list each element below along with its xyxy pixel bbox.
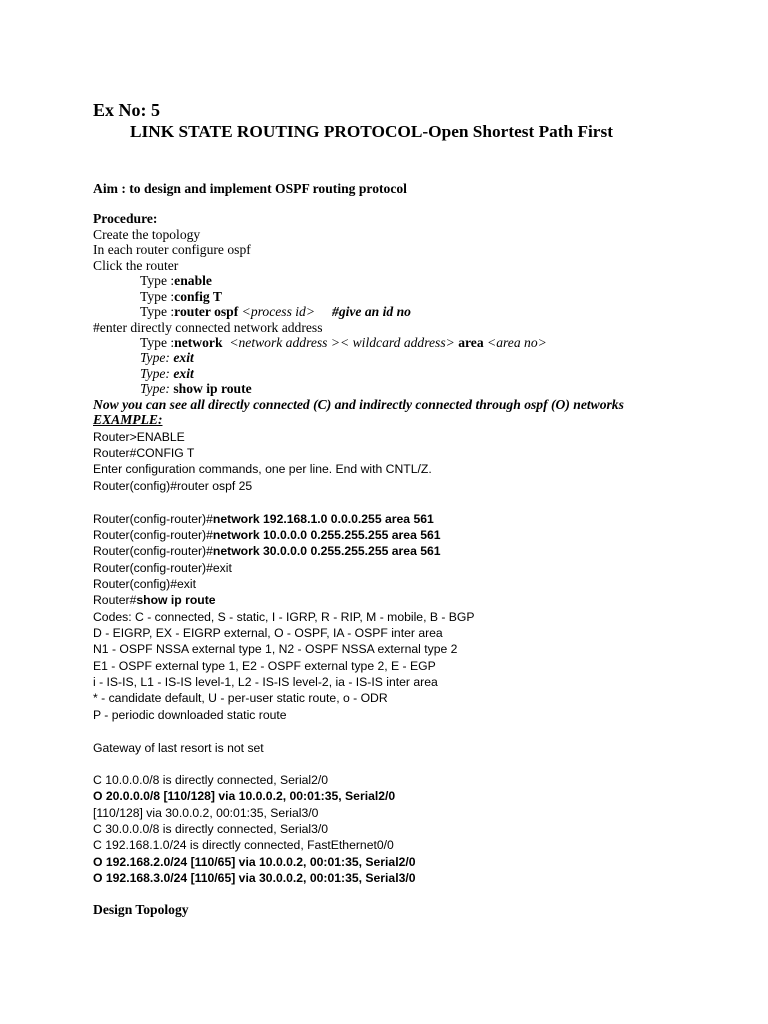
- exercise-number: Ex No: 5: [93, 100, 160, 120]
- command-show: show ip route: [173, 381, 252, 396]
- procedure-label: Procedure:: [93, 211, 158, 226]
- type-prefix: Type :: [140, 335, 175, 350]
- type-prefix: Type:: [140, 381, 170, 396]
- aim-statement: Aim : to design and implement OSPF routing protocol: [93, 181, 407, 196]
- command-config-line: [140, 289, 222, 305]
- command-router-ospf: router ospf: [174, 304, 239, 319]
- example-line: Router#CONFIG T: [93, 446, 195, 460]
- example-label: EXAMPLE:: [93, 412, 163, 427]
- gateway-line: Gateway of last resort is not set: [93, 741, 264, 755]
- type-prefix: Type :: [140, 289, 175, 304]
- process-id-arg: <process id>: [241, 304, 316, 319]
- command-exit-line: [140, 366, 194, 382]
- command-exit-line: [140, 350, 194, 366]
- exit-line: Router(config-router)#exit: [93, 561, 232, 575]
- procedure-step: Create the topology: [93, 227, 201, 242]
- network-command-line: [93, 511, 434, 527]
- design-topology-heading: Design Topology: [93, 902, 189, 917]
- command-config: config T: [174, 289, 222, 304]
- network-command: network 10.0.0.0 0.255.255.255 area 561: [212, 528, 441, 542]
- route-entry: [110/128] via 30.0.0.2, 00:01:35, Serial3/0: [93, 805, 319, 820]
- route-entry: O 20.0.0.0/8 [110/128] via 10.0.0.2, 00:01:35, Serial2/0: [93, 789, 396, 804]
- route-entry: O 192.168.3.0/24 [110/65] via 30.0.0.2, 00:01:35, Serial3/0: [93, 870, 416, 885]
- command-network: network: [174, 335, 223, 350]
- command-exit: exit: [173, 350, 194, 365]
- codes-line: i - IS-IS, L1 - IS-IS level-1, L2 - IS-IS level-2, ia - IS-IS inter area: [93, 675, 438, 689]
- codes-line: * - candidate default, U - per-user static route, o - ODR: [93, 691, 388, 705]
- exit-line: Router(config)#exit: [93, 577, 196, 591]
- give-id-note: #give an id no: [332, 304, 411, 319]
- command-enable: enable: [174, 273, 212, 288]
- type-prefix: Type :: [140, 273, 175, 288]
- network-command-line: [93, 527, 441, 543]
- procedure-step: Click the router: [93, 258, 179, 273]
- network-command-line: [93, 543, 441, 559]
- enter-network-note: #enter directly connected network address: [93, 320, 323, 335]
- command-show-line: [140, 381, 252, 397]
- route-entry: C 192.168.1.0/24 is directly connected, FastEthernet0/0: [93, 838, 394, 853]
- type-prefix: Type:: [140, 366, 170, 381]
- router-prompt: Router(config-router)#: [93, 544, 213, 558]
- example-line: Router(config)#router ospf 25: [93, 479, 253, 493]
- example-line: Router>ENABLE: [93, 430, 185, 444]
- command-area: area: [458, 335, 484, 350]
- command-router-ospf-line: [140, 304, 411, 320]
- procedure-step: In each router configure ospf: [93, 242, 251, 257]
- route-entry: O 192.168.2.0/24 [110/65] via 10.0.0.2, 00:01:35, Serial2/0: [93, 854, 416, 869]
- codes-line: P - periodic downloaded static route: [93, 708, 287, 722]
- command-enable-line: [140, 273, 212, 289]
- procedure-summary: Now you can see all directly connected (C) and indirectly connected through ospf (O) networks: [93, 397, 624, 412]
- page-title: LINK STATE ROUTING PROTOCOL-Open Shortest Path First: [130, 122, 613, 141]
- codes-line: N1 - OSPF NSSA external type 1, N2 - OSPF NSSA external type 2: [93, 642, 458, 656]
- network-args: <network address >< wildcard address>: [229, 335, 455, 350]
- codes-line: E1 - OSPF external type 1, E2 - OSPF external type 2, E - EGP: [93, 659, 436, 673]
- example-line: Enter configuration commands, one per line. End with CNTL/Z.: [93, 462, 432, 476]
- codes-line: D - EIGRP, EX - EIGRP external, O - OSPF, IA - OSPF inter area: [93, 626, 443, 640]
- show-command: show ip route: [136, 593, 216, 607]
- codes-line: Codes: C - connected, S - static, I - IGRP, R - RIP, M - mobile, B - BGP: [93, 610, 475, 624]
- show-command-line: [93, 592, 216, 608]
- router-prompt: Router#: [93, 593, 137, 607]
- route-entry: C 10.0.0.0/8 is directly connected, Serial2/0: [93, 773, 329, 787]
- router-prompt: Router(config-router)#: [93, 512, 213, 526]
- router-prompt: Router(config-router)#: [93, 528, 213, 542]
- route-entry: C 30.0.0.0/8 is directly connected, Serial3/0: [93, 821, 329, 836]
- area-arg: <area no>: [487, 335, 547, 350]
- network-command: network 192.168.1.0 0.0.0.255 area 561: [212, 512, 434, 526]
- type-prefix: Type:: [140, 350, 170, 365]
- command-exit: exit: [173, 366, 194, 381]
- type-prefix: Type :: [140, 304, 175, 319]
- command-network-line: [140, 335, 547, 351]
- network-command: network 30.0.0.0 0.255.255.255 area 561: [212, 544, 441, 558]
